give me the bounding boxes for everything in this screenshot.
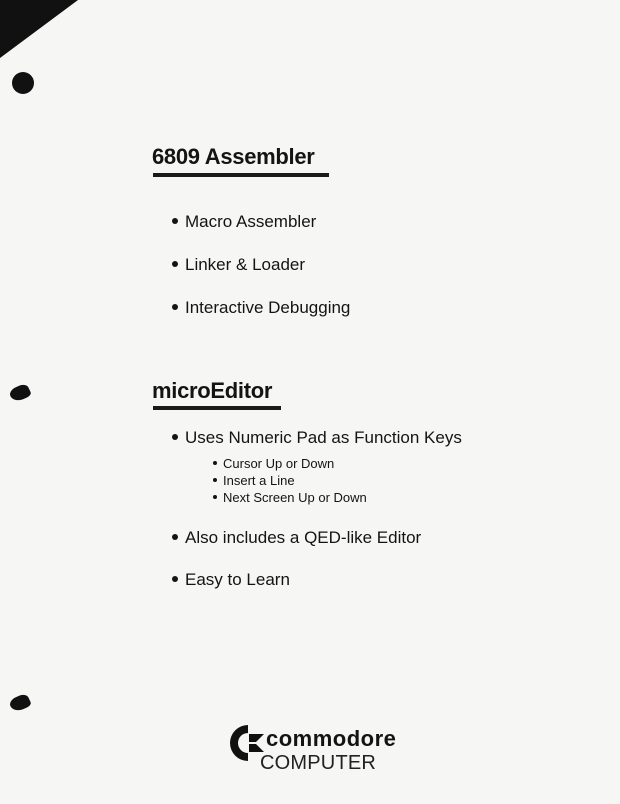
- title-underline: [153, 406, 281, 410]
- bullet-dot-icon: [172, 261, 178, 267]
- section-title-microeditor: microEditor: [152, 378, 273, 403]
- bullet-item: Also includes a QED-like Editor: [172, 528, 421, 548]
- bullet-item: Uses Numeric Pad as Function Keys: [172, 428, 462, 448]
- bullet-dot-icon: [172, 218, 178, 224]
- bullet-item: Easy to Learn: [172, 570, 290, 590]
- sub-bullet-item: Insert a Line: [213, 473, 295, 488]
- sub-bullet-item: Next Screen Up or Down: [213, 490, 367, 505]
- sub-bullet-item: Cursor Up or Down: [213, 456, 334, 471]
- bullet-dot-icon: [213, 495, 217, 499]
- folded-corner: [0, 0, 80, 60]
- bullet-dot-icon: [213, 461, 217, 465]
- bullet-item: Interactive Debugging: [172, 298, 350, 318]
- bullet-dot-icon: [172, 576, 178, 582]
- binder-hole-torn: [8, 692, 32, 713]
- bullet-dot-icon: [172, 304, 178, 310]
- title-underline: [153, 173, 329, 177]
- bullet-dot-icon: [172, 534, 178, 540]
- binder-hole-torn: [8, 382, 32, 403]
- binder-hole: [12, 72, 34, 94]
- logo-subtitle: COMPUTER: [260, 752, 377, 774]
- bullet-item: Macro Assembler: [172, 212, 316, 232]
- section-title-assembler: 6809 Assembler: [152, 144, 315, 169]
- bullet-dot-icon: [172, 434, 178, 440]
- logo-wordmark: commodore: [266, 726, 397, 751]
- bullet-item: Linker & Loader: [172, 255, 305, 275]
- bullet-dot-icon: [213, 478, 217, 482]
